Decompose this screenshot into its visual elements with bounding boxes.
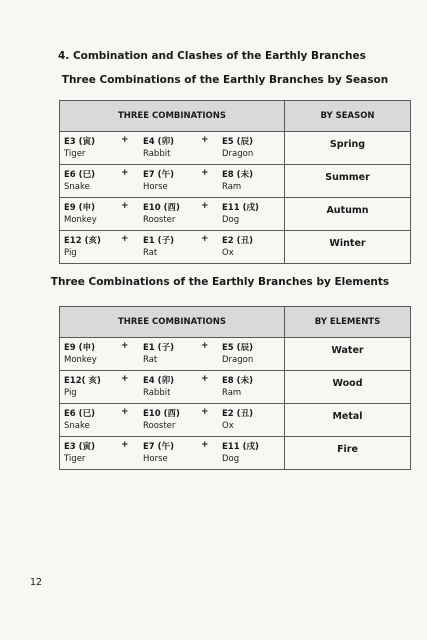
combination-cell bbox=[60, 165, 285, 198]
branch-code: E3 (寅) bbox=[64, 137, 95, 147]
plus-sign: + bbox=[201, 374, 209, 384]
plus-sign: + bbox=[201, 440, 209, 450]
result-cell bbox=[285, 231, 411, 264]
elements-table-title: Three Combinations of the Earthly Branches by Elements bbox=[50, 276, 390, 288]
branch-code: E8 (未) bbox=[222, 170, 253, 180]
branch-animal: Rooster bbox=[143, 421, 176, 431]
branch-animal: Horse bbox=[143, 454, 168, 464]
branch-code: E3 (寅) bbox=[64, 442, 95, 452]
branch-code: E9 (申) bbox=[64, 343, 95, 353]
branch-animal: Rabbit bbox=[143, 388, 171, 398]
combination-cell bbox=[60, 371, 285, 404]
combination-cell bbox=[60, 404, 285, 437]
branch-code: E10 (酉) bbox=[143, 409, 180, 419]
plus-sign: + bbox=[201, 341, 209, 351]
table-row bbox=[60, 371, 411, 404]
branch-animal: Dragon bbox=[222, 355, 254, 365]
branch-animal: Dog bbox=[222, 454, 240, 464]
table-row bbox=[60, 198, 411, 231]
column-header-elements: BY ELEMENTS bbox=[285, 307, 411, 338]
branch-animal: Rabbit bbox=[143, 149, 171, 159]
plus-sign: + bbox=[121, 168, 129, 178]
branch-code: E10 (酉) bbox=[143, 203, 180, 213]
table-row bbox=[60, 404, 411, 437]
plus-sign: + bbox=[201, 234, 209, 244]
plus-sign: + bbox=[201, 135, 209, 145]
result-value: Wood bbox=[332, 378, 363, 389]
table-header-row bbox=[60, 101, 411, 132]
branch-code: E7 (午) bbox=[143, 170, 174, 180]
branch-code: E12 (亥) bbox=[64, 236, 101, 246]
branch-code: E11 (戌) bbox=[222, 442, 259, 452]
plus-sign: + bbox=[121, 234, 129, 244]
plus-sign: + bbox=[121, 341, 129, 351]
branch-animal: Rat bbox=[143, 248, 158, 258]
branch-code: E1 (子) bbox=[143, 236, 174, 246]
table-row bbox=[60, 165, 411, 198]
branch-code: E4 (卯) bbox=[143, 137, 174, 147]
branch-code: E6 (巳) bbox=[64, 409, 95, 419]
branch-animal: Dog bbox=[222, 215, 240, 225]
combination-cell bbox=[60, 198, 285, 231]
branch-animal: Pig bbox=[64, 248, 77, 258]
plus-sign: + bbox=[121, 374, 129, 384]
plus-sign: + bbox=[121, 135, 129, 145]
elements-combinations-table bbox=[59, 306, 411, 470]
plus-sign: + bbox=[201, 168, 209, 178]
branch-code: E2 (丑) bbox=[222, 409, 253, 419]
result-value: Spring bbox=[329, 139, 366, 150]
plus-sign: + bbox=[121, 440, 129, 450]
combination-cell bbox=[60, 338, 285, 371]
result-cell bbox=[285, 165, 411, 198]
branch-animal: Rat bbox=[143, 355, 158, 365]
column-header-season: BY SEASON bbox=[285, 101, 411, 132]
branch-code: E5 (辰) bbox=[222, 137, 253, 147]
table-row bbox=[60, 338, 411, 371]
result-value: Winter bbox=[329, 238, 366, 249]
combination-cell bbox=[60, 132, 285, 165]
branch-animal: Monkey bbox=[64, 355, 97, 365]
branch-animal: Ox bbox=[222, 248, 234, 258]
branch-animal: Snake bbox=[64, 182, 90, 192]
result-cell bbox=[285, 132, 411, 165]
result-value: Water bbox=[331, 345, 364, 356]
branch-code: E11 (戌) bbox=[222, 203, 259, 213]
result-cell bbox=[285, 437, 411, 470]
branch-animal: Ram bbox=[222, 182, 242, 192]
combination-cell bbox=[60, 231, 285, 264]
combination-cell bbox=[60, 437, 285, 470]
column-header-combinations: THREE COMBINATIONS bbox=[60, 101, 285, 132]
branch-animal: Monkey bbox=[64, 215, 97, 225]
plus-sign: + bbox=[121, 201, 129, 211]
table-row bbox=[60, 132, 411, 165]
branch-code: E1 (子) bbox=[143, 343, 174, 353]
branch-code: E7 (午) bbox=[143, 442, 174, 452]
result-cell bbox=[285, 404, 411, 437]
table-header-row bbox=[60, 307, 411, 338]
column-header-combinations: THREE COMBINATIONS bbox=[60, 307, 285, 338]
result-cell bbox=[285, 338, 411, 371]
branch-code: E8 (未) bbox=[222, 376, 253, 386]
result-value: Fire bbox=[337, 444, 358, 455]
result-value: Metal bbox=[332, 411, 363, 422]
branch-code: E4 (卯) bbox=[143, 376, 174, 386]
branch-animal: Ram bbox=[222, 388, 242, 398]
branch-animal: Rooster bbox=[143, 215, 176, 225]
branch-code: E6 (巳) bbox=[64, 170, 95, 180]
branch-code: E12( 亥) bbox=[64, 376, 101, 386]
branch-animal: Tiger bbox=[64, 149, 86, 159]
branch-animal: Snake bbox=[64, 421, 90, 431]
page-number: 12 bbox=[30, 577, 43, 588]
branch-code: E9 (申) bbox=[64, 203, 95, 213]
branch-animal: Horse bbox=[143, 182, 168, 192]
table-row bbox=[60, 231, 411, 264]
branch-animal: Pig bbox=[64, 388, 77, 398]
result-cell bbox=[285, 198, 411, 231]
table-row bbox=[60, 437, 411, 470]
section-heading: 4. Combination and Clashes of the Earthly Branches bbox=[58, 50, 366, 62]
plus-sign: + bbox=[201, 201, 209, 211]
plus-sign: + bbox=[201, 407, 209, 417]
season-table-title: Three Combinations of the Earthly Branches by Season bbox=[61, 74, 389, 86]
branch-code: E2 (丑) bbox=[222, 236, 253, 246]
plus-sign: + bbox=[121, 407, 129, 417]
result-value: Autumn bbox=[326, 205, 369, 216]
result-value: Summer bbox=[325, 172, 370, 183]
result-cell bbox=[285, 371, 411, 404]
branch-animal: Tiger bbox=[64, 454, 86, 464]
season-combinations-table bbox=[59, 100, 411, 264]
branch-animal: Dragon bbox=[222, 149, 254, 159]
branch-code: E5 (辰) bbox=[222, 343, 253, 353]
branch-animal: Ox bbox=[222, 421, 234, 431]
